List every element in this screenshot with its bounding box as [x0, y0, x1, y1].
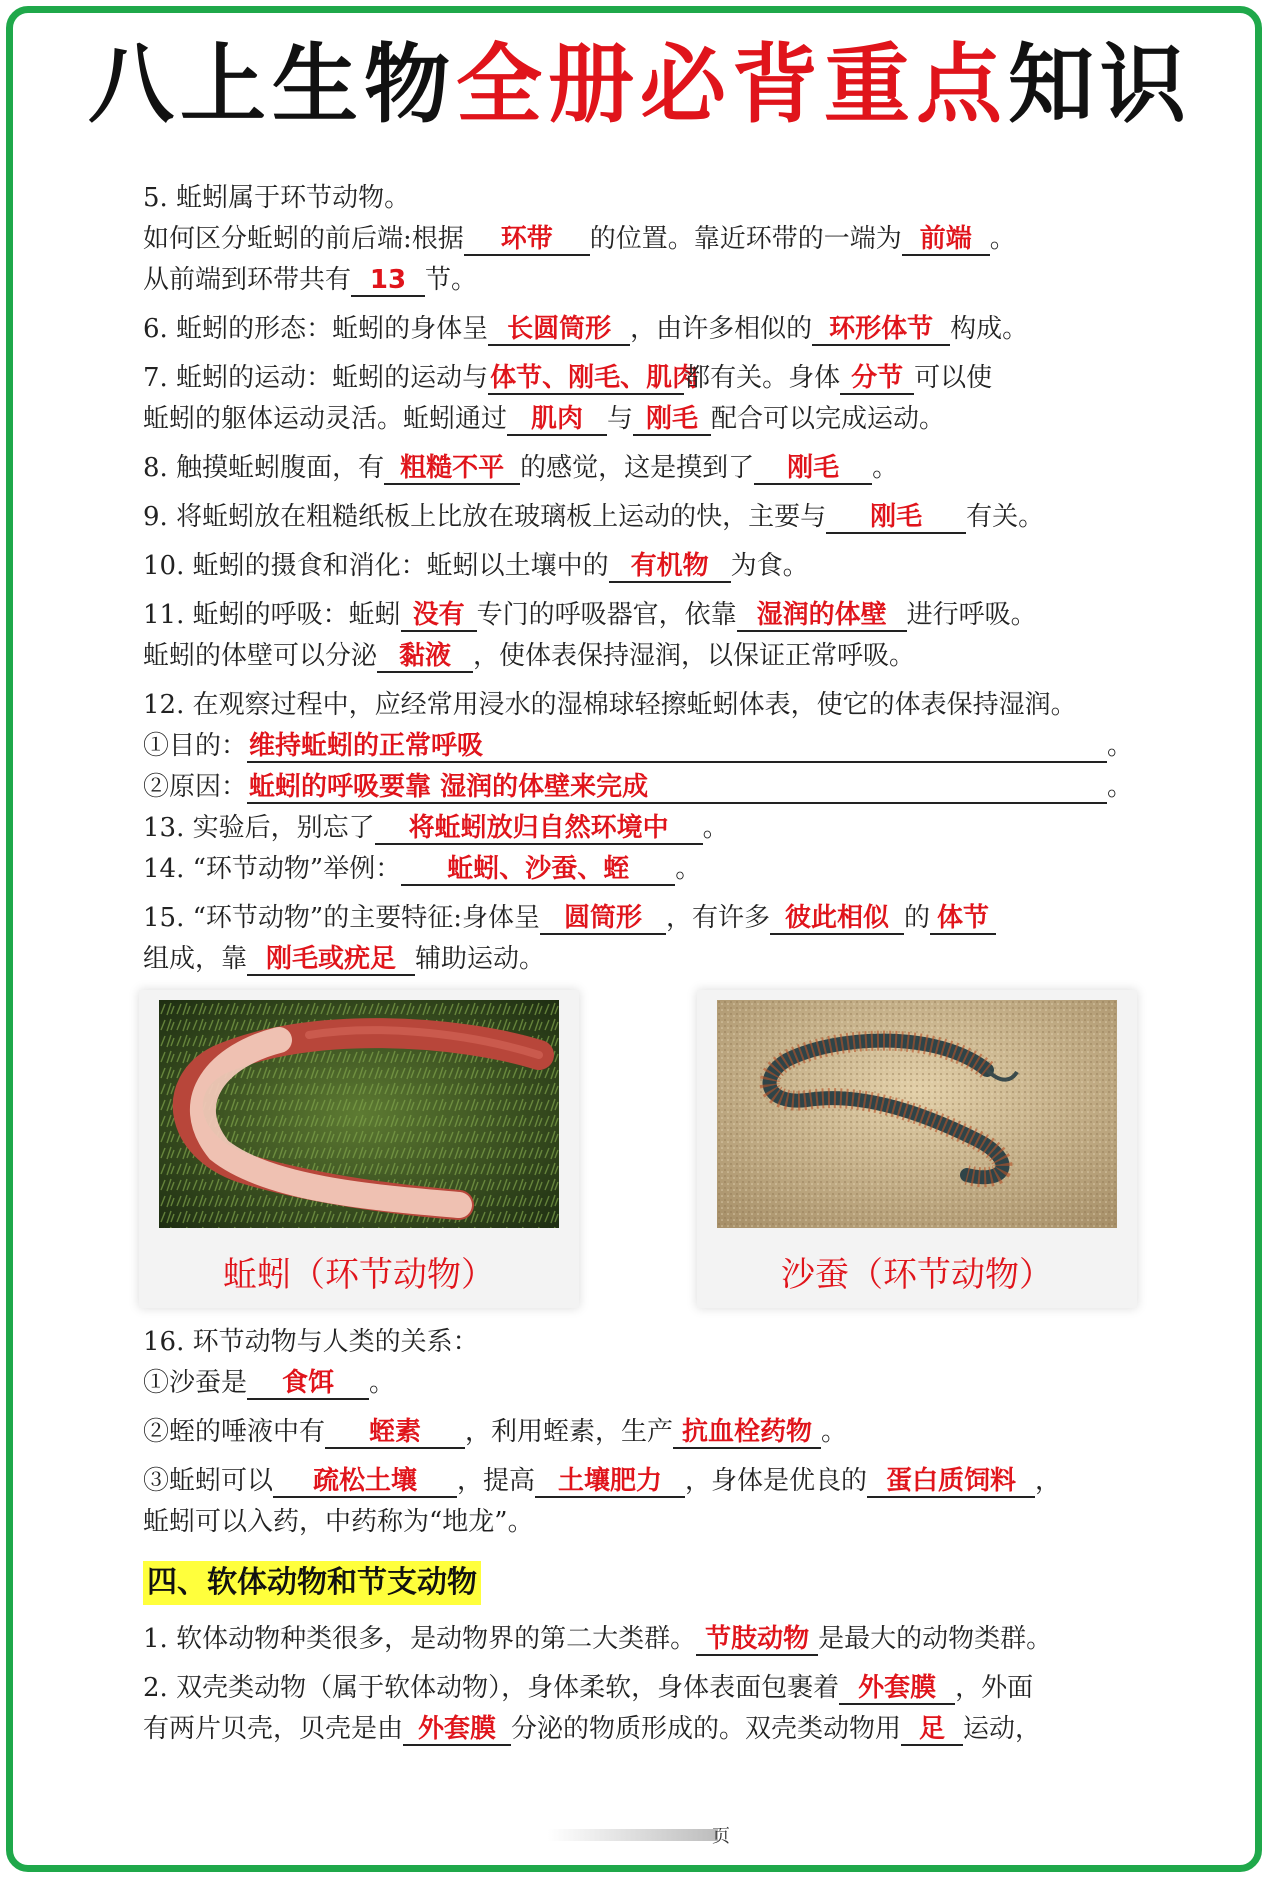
- answer-blank: 13: [351, 265, 425, 297]
- answer-blank: 体节、刚毛、肌肉: [490, 363, 699, 393]
- title-part-black: 八上生物: [88, 35, 456, 135]
- answer-blank: 刚毛: [754, 453, 872, 485]
- page-label: 页: [712, 1826, 730, 1847]
- item-15-line-2: 组成，靠 刚毛或疣足 辅助运动。: [143, 944, 546, 974]
- item-13: 13. 实验后，别忘了 将蚯蚓放归自然环境中 。: [143, 813, 729, 843]
- section4-item-2-line-1: 2. 双壳类动物（属于软体动物），身体柔软，身体表面包裹着 外套膜 ，外面: [143, 1673, 1034, 1703]
- item-12-purpose: ①目的：维持蚯蚓的正常呼吸 。: [143, 731, 1134, 761]
- answer-blank: 土壤肥力: [535, 1466, 685, 1498]
- earthworm-photo: [139, 990, 579, 1308]
- item-14: 14. “环节动物”举例： 蚯蚓、沙蚕、蛭 。: [143, 854, 702, 884]
- item-16-b: ②蛭的唾液中有 蛭素 ，利用蛭素，生产 抗血栓药物 。: [143, 1417, 848, 1447]
- answer-blank: 分节: [840, 363, 914, 395]
- item-9: 9. 将蚯蚓放在粗糙纸板上比放在玻璃板上运动的快，主要与 刚毛 有关。: [143, 502, 1045, 532]
- footer-bar: [548, 1829, 718, 1841]
- item-7-line-1: 7. 蚯蚓的运动：蚯蚓的运动与体节、刚毛、肌肉都有关。身体 分节 可以使: [143, 363, 993, 393]
- answer-blank: 食饵: [247, 1368, 369, 1400]
- section4-item-2-line-2: 有两片贝壳，贝壳是由 外套膜 分泌的物质形成的。双壳类动物用 足 运动，: [143, 1714, 1042, 1744]
- answer-blank: 圆筒形: [540, 903, 666, 935]
- answer-blank: 维持蚯蚓的正常呼吸: [247, 731, 1107, 763]
- item-15-line-1: 15. “环节动物”的主要特征:身体呈 圆筒形 ，有许多 彼此相似 的 体节: [143, 898, 1133, 939]
- answer-blank: 蛭素: [325, 1417, 465, 1449]
- item-16-c: ③蚯蚓可以 疏松土壤 ，提高 土壤肥力 ，身体是优良的 蛋白质饲料 ，: [143, 1466, 1062, 1496]
- answer-blank: 蚯蚓、沙蚕、蛭: [401, 854, 675, 886]
- earthworm-image: [159, 1000, 559, 1228]
- item-16: 16. 环节动物与人类的关系：: [143, 1327, 479, 1357]
- item-12-reason: ②原因：蚯蚓的呼吸要靠 湿润的体壁来完成 。: [143, 772, 1134, 802]
- answer-blank: 湿润的体壁: [737, 600, 907, 632]
- answer-blank: 没有: [401, 600, 477, 632]
- answer-blank: 体节: [930, 903, 996, 935]
- answer-blank: 有机物: [609, 551, 731, 583]
- item-16-d: 蚯蚓可以入药，中药称为“地龙”。: [143, 1507, 534, 1537]
- answer-blank: 抗血栓药物: [673, 1417, 821, 1449]
- title-part-red: 全册必背重点: [456, 35, 1008, 135]
- item-5-heading: 5. 蚯蚓属于环节动物。: [143, 183, 411, 213]
- content-body: [143, 178, 1133, 1750]
- item-5-line-3: 从前端到环带共有 13 节。: [143, 265, 478, 295]
- section4-item-1: 1. 软体动物种类很多，是动物界的第二大类群。 节肢动物 是最大的动物类群。: [143, 1624, 1053, 1654]
- answer-blank: 环带: [464, 224, 590, 256]
- photo-caption: 沙蚕（环节动物）: [781, 1255, 1053, 1295]
- answer-blank: 刚毛: [633, 404, 711, 436]
- answer-blank: 彼此相似: [770, 903, 904, 935]
- answer-blank: 将蚯蚓放归自然环境中: [375, 813, 703, 845]
- answer-blank: 蚯蚓的呼吸要靠 湿润的体壁来完成: [247, 772, 1107, 804]
- photo-row: [143, 990, 1133, 1308]
- item-16-a: ①沙蚕是 食饵 。: [143, 1368, 396, 1398]
- item-6: 6. 蚯蚓的形态：蚯蚓的身体呈 长圆筒形 ，由许多相似的 环形体节 构成。: [143, 314, 1029, 344]
- clam-worm-photo: [697, 990, 1137, 1308]
- answer-blank: 刚毛或疣足: [247, 944, 415, 976]
- answer-blank: 足: [901, 1714, 963, 1746]
- answer-blank: 外套膜: [403, 1714, 511, 1746]
- item-11-line-2: 蚯蚓的体壁可以分泌 黏液 ，使体表保持湿润，以保证正常呼吸。: [143, 641, 916, 671]
- item-8: 8. 触摸蚯蚓腹面，有 粗糙不平 的感觉，这是摸到了 刚毛 。: [143, 453, 899, 483]
- item-5-line-2: 如何区分蚯蚓的前后端:根据 环带 的位置。靠近环带的一端为 前端 。: [143, 224, 1016, 254]
- clam-worm-image: [717, 1000, 1117, 1228]
- page-title: [0, 35, 1280, 135]
- title-part-black-end: 知识: [1008, 35, 1192, 135]
- answer-blank: 粗糙不平: [384, 453, 520, 485]
- answer-blank: 蛋白质饲料: [867, 1466, 1035, 1498]
- answer-blank: 肌肉: [507, 404, 607, 436]
- section-heading: 四、软体动物和节支动物: [143, 1561, 481, 1605]
- item-11-line-1: 11. 蚯蚓的呼吸：蚯蚓 没有 专门的呼吸器官，依靠 湿润的体壁 进行呼吸。: [143, 600, 1037, 630]
- item-12: 12. 在观察过程中，应经常用浸水的湿棉球轻擦蚯蚓体表，使它的体表保持湿润。: [143, 690, 1077, 720]
- item-10: 10. 蚯蚓的摄食和消化：蚯蚓以土壤中的 有机物 为食。: [143, 551, 809, 581]
- answer-blank: 疏松土壤: [273, 1466, 457, 1498]
- item-7-line-2: 蚯蚓的躯体运动灵活。蚯蚓通过 肌肉 与 刚毛 配合可以完成运动。: [143, 404, 946, 434]
- answer-blank: 刚毛: [826, 502, 966, 534]
- answer-blank: 黏液: [377, 641, 473, 673]
- answer-blank: 前端: [902, 224, 990, 256]
- answer-blank: 环形体节: [812, 314, 950, 346]
- answer-blank: 外套膜: [839, 1673, 955, 1705]
- answer-blank: 长圆筒形: [488, 314, 630, 346]
- photo-caption: 蚯蚓（环节动物）: [223, 1255, 495, 1295]
- answer-blank: 节肢动物: [696, 1624, 818, 1656]
